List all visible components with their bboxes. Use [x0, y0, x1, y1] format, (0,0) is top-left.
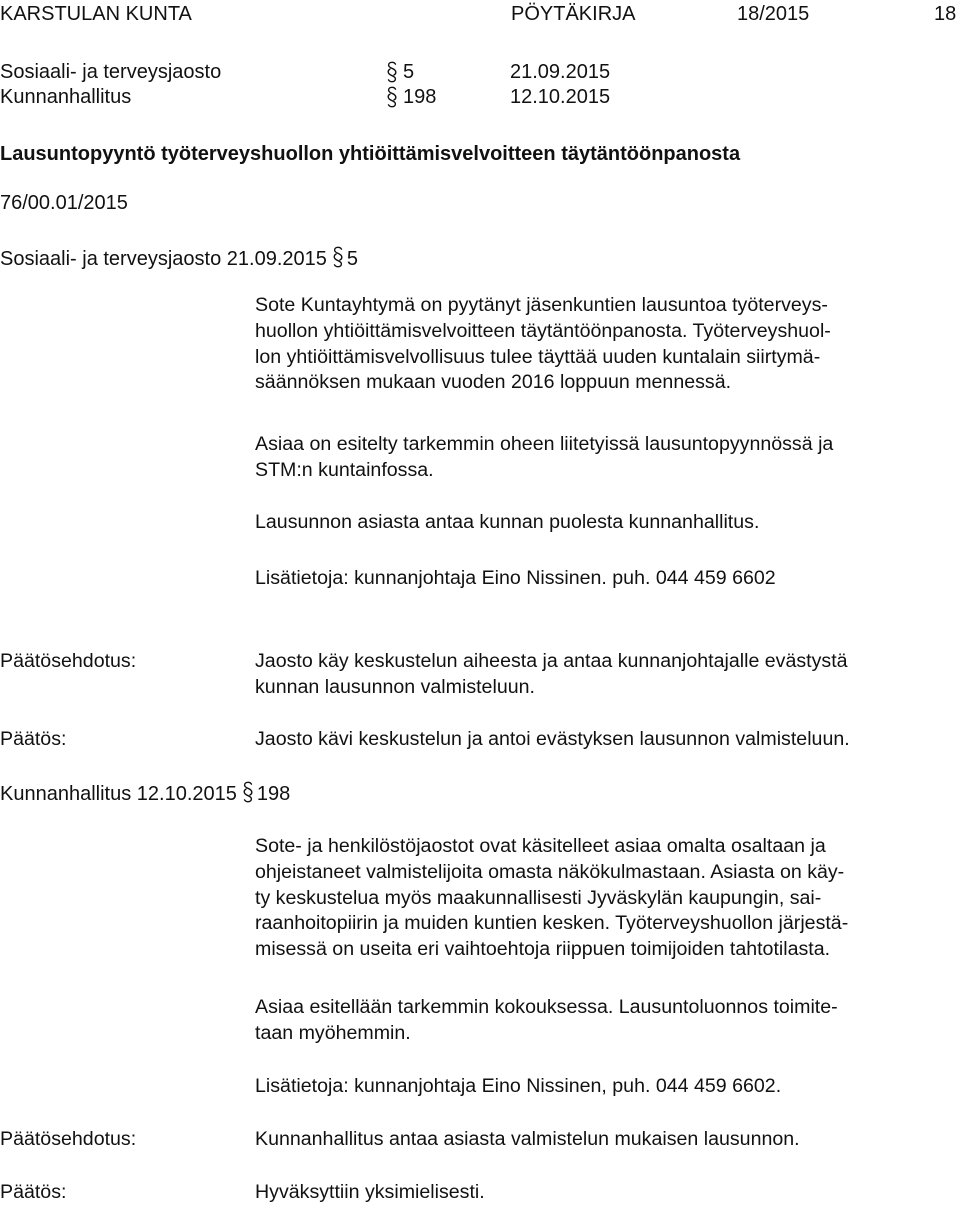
section-sign-icon	[332, 246, 344, 268]
decision-label: Päätös:	[0, 728, 67, 750]
section-sign-icon	[242, 781, 254, 803]
proposal-label: Päätösehdotus:	[0, 1128, 137, 1150]
jaosto-heading-section: 5	[346, 248, 358, 270]
jaosto-paragraph: Sote Kuntayhtymä on pyytänyt jäsenkuntien lausuntoa työterveys- huollon yhtiöittämisvelvoitteen täytäntöönpanosta. Työterveyshuol- lon yhtiöittämisvelvollisuus tulee täyttää uuden kuntalain siirtymä- säännöksen mukaan vuoden 2016 loppuun mennessä.	[255, 294, 831, 394]
jaosto-heading-text: Sosiaali- ja terveysjaosto 21.09.2015	[0, 248, 327, 270]
jaosto-paragraph: Asiaa on esitelty tarkemmin oheen liitetyissä lausuntopyynnössä ja STM:n kuntainfossa.	[255, 433, 834, 481]
kunnanhallitus-paragraph: Lisätietoja: kunnanjohtaja Eino Nissinen, puh. 044 459 6602.	[255, 1075, 782, 1097]
page-number: 18	[934, 3, 957, 25]
document-type: PÖYTÄKIRJA	[511, 3, 636, 25]
meeting-date: 12.10.2015	[510, 86, 611, 108]
municipality-name: KARSTULAN KUNTA	[0, 3, 192, 25]
section-sign-icon	[386, 86, 398, 114]
document-number: 18/2015	[737, 3, 810, 25]
meeting-date: 21.09.2015	[510, 61, 611, 83]
decision-text: Jaosto kävi keskustelun ja antoi evästyksen lausunnon valmisteluun.	[255, 728, 850, 750]
meeting-body: Kunnanhallitus	[0, 86, 132, 108]
proposal-text: Kunnanhallitus antaa asiasta valmistelun mukaisen lausunnon.	[255, 1128, 800, 1150]
jaosto-paragraph: Lisätietoja: kunnanjohtaja Eino Nissinen. puh. 044 459 6602	[255, 567, 776, 589]
kunnanhallitus-paragraph: Sote- ja henkilöstöjaostot ovat käsitelleet asiaa omalta osaltaan ja ohjeistaneet valmistelijoita omasta näkökulmastaan. Asiasta on käy- ty keskustelua myös maakunnallisesti Jyväskylän kaupungin, sai- raanhoitopiirin ja muiden kuntien kesken. Työterveyshuollon järjestä- misessä on useita eri vaihtoehtoja riippuen toimijoiden tahtotilasta.	[255, 835, 849, 961]
meeting-section: 5	[403, 61, 415, 83]
kunnanhallitus-heading-section: 198	[256, 783, 291, 805]
section-sign-icon	[386, 61, 398, 89]
proposal-text: Jaosto käy keskustelun aiheesta ja antaa kunnanjohtajalle evästystä kunnan lausunnon valmisteluun.	[255, 650, 848, 698]
decision-text: Hyväksyttiin yksimielisesti.	[255, 1181, 485, 1203]
kunnanhallitus-paragraph: Asiaa esitellään tarkemmin kokouksessa. Lausuntoluonnos toimite- taan myöhemmin.	[255, 996, 838, 1044]
jaosto-paragraph: Lausunnon asiasta antaa kunnan puolesta kunnanhallitus.	[255, 511, 760, 533]
kunnanhallitus-heading	[0, 781, 290, 806]
case-number: 76/00.01/2015	[0, 192, 128, 214]
jaosto-heading	[0, 246, 358, 271]
document-title: Lausuntopyyntö työterveyshuollon yhtiöittämisvelvoitteen täytäntöönpanosta	[0, 143, 741, 165]
meeting-body: Sosiaali- ja terveysjaosto	[0, 61, 222, 83]
proposal-label: Päätösehdotus:	[0, 650, 137, 672]
decision-label: Päätös:	[0, 1181, 67, 1203]
meeting-section: 198	[403, 86, 437, 108]
kunnanhallitus-heading-text: Kunnanhallitus 12.10.2015	[0, 783, 237, 805]
